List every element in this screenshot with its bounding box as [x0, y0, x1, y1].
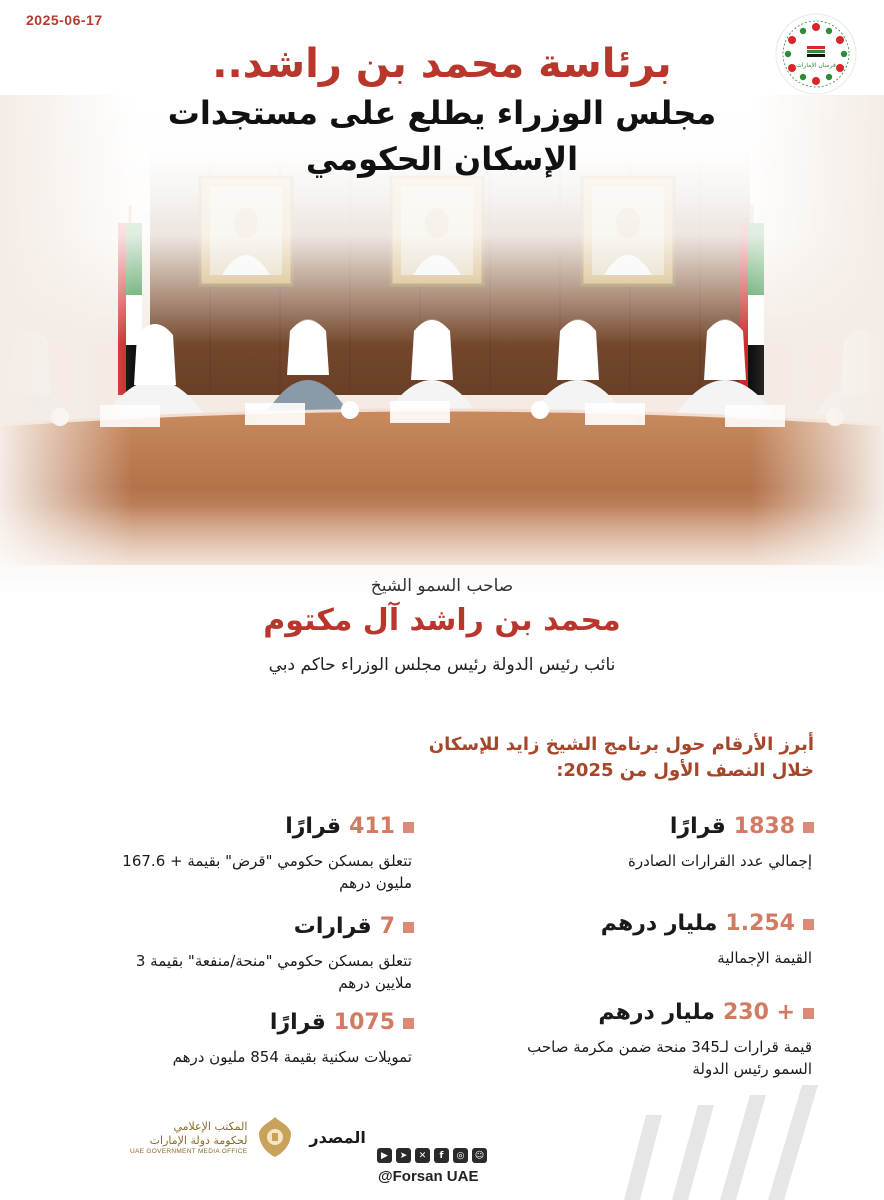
stat-description: إجمالي عدد القرارات الصادرة — [628, 852, 812, 870]
stat-value: 1075 — [333, 1010, 395, 1035]
person-block — [0, 572, 884, 682]
stat-value: 411 — [349, 814, 395, 839]
telegram-icon[interactable]: ➤ — [396, 1148, 411, 1163]
stat-total-value — [484, 909, 814, 969]
stat-value: + 230 — [722, 1000, 795, 1025]
person-title: نائب رئيس الدولة رئيس مجلس الوزراء حاكم دبي — [268, 655, 616, 675]
social-icons — [377, 1148, 487, 1163]
headline-line-1: برئاسة محمد بن راشد.. — [212, 41, 672, 87]
person-name: محمد بن راشد آل مكتوم — [263, 603, 621, 638]
stat-value: 7 — [379, 914, 395, 939]
bullet-icon — [803, 1008, 814, 1019]
x-icon[interactable]: ✕ — [415, 1148, 430, 1163]
stat-loan-decisions — [94, 812, 414, 894]
stat-unit: قرارًا — [269, 1010, 326, 1035]
stat-total-decisions — [484, 812, 814, 872]
office-name-en: UAE GOVERNMENT MEDIA OFFICE — [130, 1147, 248, 1155]
media-office-logo — [130, 1115, 295, 1159]
section-title — [214, 732, 814, 784]
stat-value: 1.254 — [725, 911, 795, 936]
svg-text:فرسان الإمارات: فرسان الإمارات — [796, 62, 836, 69]
stat-description: تتعلق بمسكن حكومي "قرض" بقيمة + 167.6 مليون درهم — [122, 852, 412, 892]
instagram-icon[interactable]: ◎ — [453, 1148, 468, 1163]
stat-unit: قرارًا — [285, 814, 342, 839]
bullet-icon — [803, 919, 814, 930]
stat-value: 1838 — [733, 814, 795, 839]
stat-grant-decisions — [94, 912, 414, 994]
bullet-icon — [403, 822, 414, 833]
source-block — [130, 1115, 366, 1159]
stat-description: القيمة الإجمالية — [717, 949, 812, 967]
decorative-stripes — [624, 1075, 824, 1200]
social-handle[interactable]: @Forsan UAE — [378, 1168, 479, 1185]
stat-unit: قرارًا — [669, 814, 726, 839]
facebook-icon[interactable]: f — [434, 1148, 449, 1163]
office-name-ar-1: المكتب الإعلامي — [173, 1119, 248, 1133]
headline — [100, 38, 784, 182]
stat-description: تمويلات سكنية بقيمة 854 مليون درهم — [172, 1048, 412, 1066]
bullet-icon — [803, 822, 814, 833]
forsan-uae-logo-icon — [774, 12, 858, 96]
snapchat-icon[interactable]: ☺ — [472, 1148, 487, 1163]
person-honorific: صاحب السمو الشيخ — [370, 576, 514, 596]
stat-description: قيمة قرارات لـ345 منحة ضمن مكرمة صاحب السمو رئيس الدولة — [527, 1038, 812, 1078]
stat-unit: مليار درهم — [598, 1000, 715, 1025]
uae-emblem-icon — [255, 1115, 295, 1159]
section-title-line-2: خلال النصف الأول من 2025: — [556, 760, 814, 781]
source-label: المصدر — [309, 1127, 366, 1147]
stat-description: تتعلق بمسكن حكومي "منحة/منفعة" بقيمة 3 ملايين درهم — [135, 952, 412, 992]
bullet-icon — [403, 1018, 414, 1029]
stat-financing-decisions — [94, 1008, 414, 1068]
date-label: 2025-06-17 — [26, 12, 103, 28]
youtube-icon[interactable]: ▶ — [377, 1148, 392, 1163]
stat-unit: قرارات — [293, 914, 372, 939]
headline-line-3: الإسكان الحكومي — [305, 140, 579, 178]
headline-line-2: مجلس الوزراء يطلع على مستجدات — [167, 94, 717, 132]
office-name-ar-2: لحكومة دولة الإمارات — [149, 1133, 248, 1147]
stat-grants-value — [484, 998, 814, 1080]
bullet-icon — [403, 922, 414, 933]
stat-unit: مليار درهم — [600, 911, 718, 936]
section-title-line-1: أبرز الأرقام حول برنامج الشيخ زايد للإسكان — [428, 734, 814, 755]
